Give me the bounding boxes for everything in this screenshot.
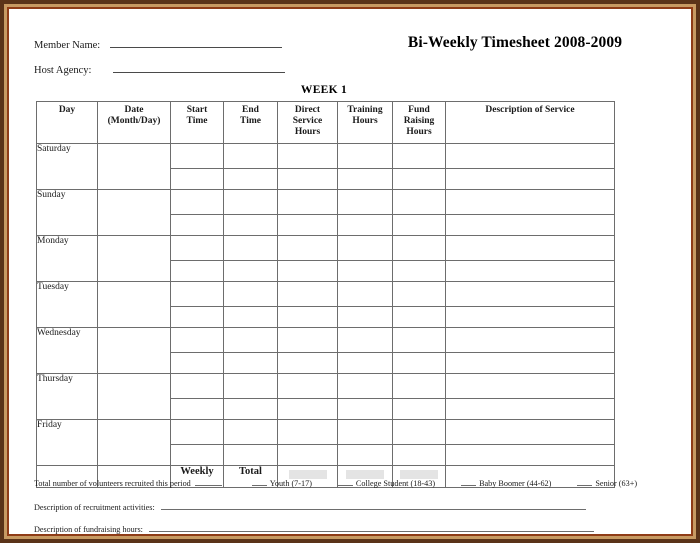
category-youth-label: Youth (7-17) bbox=[269, 479, 312, 488]
training-hours-cell-monday-a[interactable] bbox=[338, 235, 393, 260]
training-hours-cell-tuesday-a[interactable] bbox=[338, 281, 393, 306]
timesheet-table-body bbox=[37, 143, 615, 487]
table-row bbox=[37, 281, 615, 306]
senior-count-rule[interactable] bbox=[577, 477, 592, 486]
start-time-cell-thursday-b[interactable] bbox=[171, 398, 224, 419]
fund-raising-hours-cell-saturday-b[interactable] bbox=[393, 168, 446, 189]
start-time-cell-wednesday-a[interactable] bbox=[171, 327, 224, 352]
timesheet-document bbox=[12, 12, 688, 534]
category-baby-boomer-label: Baby Boomer (44-62) bbox=[479, 479, 552, 488]
col-header-direct-service-hours bbox=[278, 102, 338, 144]
day-label-thursday: Thursday bbox=[37, 373, 98, 419]
col-header-day-l1: Day bbox=[58, 105, 76, 115]
direct-service-hours-cell-monday-a[interactable] bbox=[278, 235, 338, 260]
col-header-start-time-l1: Start bbox=[186, 105, 208, 115]
description-cell-saturday-a[interactable] bbox=[446, 143, 615, 168]
col-header-description-l1: Description of Service bbox=[485, 105, 575, 115]
direct-service-hours-cell-wednesday-a[interactable] bbox=[278, 327, 338, 352]
member-name-input-rule[interactable] bbox=[110, 36, 282, 48]
training-hours-cell-saturday-a[interactable] bbox=[338, 143, 393, 168]
day-label-saturday: Saturday bbox=[37, 143, 98, 189]
date-input-cell-thursday[interactable] bbox=[98, 373, 171, 419]
fund-raising-hours-cell-friday-a[interactable] bbox=[393, 419, 446, 444]
col-header-end-time bbox=[224, 102, 278, 144]
end-time-cell-tuesday-a[interactable] bbox=[224, 281, 278, 306]
description-cell-wednesday-a[interactable] bbox=[446, 327, 615, 352]
training-hours-cell-thursday-a[interactable] bbox=[338, 373, 393, 398]
fund-raising-hours-cell-sunday-a[interactable] bbox=[393, 189, 446, 214]
end-time-cell-monday-a[interactable] bbox=[224, 235, 278, 260]
col-header-start-time bbox=[171, 102, 224, 144]
direct-service-hours-cell-friday-b[interactable] bbox=[278, 444, 338, 465]
direct-service-hours-cell-sunday-b[interactable] bbox=[278, 214, 338, 235]
end-time-cell-wednesday-b[interactable] bbox=[224, 352, 278, 373]
training-hours-cell-friday-b[interactable] bbox=[338, 444, 393, 465]
end-time-cell-sunday-b[interactable] bbox=[224, 214, 278, 235]
table-row bbox=[37, 327, 615, 352]
start-time-cell-tuesday-b[interactable] bbox=[171, 306, 224, 327]
fund-raising-hours-cell-wednesday-b[interactable] bbox=[393, 352, 446, 373]
start-time-cell-sunday-b[interactable] bbox=[171, 214, 224, 235]
direct-service-hours-cell-saturday-b[interactable] bbox=[278, 168, 338, 189]
direct-service-hours-cell-wednesday-b[interactable] bbox=[278, 352, 338, 373]
start-time-cell-saturday-b[interactable] bbox=[171, 168, 224, 189]
direct-service-hours-cell-tuesday-b[interactable] bbox=[278, 306, 338, 327]
recruitment-description-label: Description of recruitment activities: bbox=[34, 503, 155, 512]
total-label: Total bbox=[224, 465, 278, 487]
training-hours-cell-wednesday-b[interactable] bbox=[338, 352, 393, 373]
start-time-cell-tuesday-a[interactable] bbox=[171, 281, 224, 306]
day-label-tuesday: Tuesday bbox=[37, 281, 98, 327]
start-time-cell-friday-b[interactable] bbox=[171, 444, 224, 465]
description-cell-sunday-b[interactable] bbox=[446, 214, 615, 235]
member-name-field-row bbox=[34, 36, 282, 51]
start-time-cell-friday-a[interactable] bbox=[171, 419, 224, 444]
fund-raising-hours-cell-thursday-a[interactable] bbox=[393, 373, 446, 398]
direct-service-hours-cell-thursday-b[interactable] bbox=[278, 398, 338, 419]
fund-raising-hours-cell-sunday-b[interactable] bbox=[393, 214, 446, 235]
end-time-cell-wednesday-a[interactable] bbox=[224, 327, 278, 352]
date-input-cell-tuesday[interactable] bbox=[98, 281, 171, 327]
start-time-cell-sunday-a[interactable] bbox=[171, 189, 224, 214]
host-agency-field-row bbox=[34, 61, 285, 76]
volunteers-count-rule[interactable] bbox=[195, 477, 222, 486]
col-header-fund-raising-hours-l1: Fund bbox=[408, 105, 430, 115]
day-label-wednesday: Wednesday bbox=[37, 327, 98, 373]
col-header-training-hours-l2: Hours bbox=[352, 116, 378, 127]
recruitment-description-rule[interactable] bbox=[161, 501, 586, 510]
start-time-cell-wednesday-b[interactable] bbox=[171, 352, 224, 373]
training-hours-cell-tuesday-b[interactable] bbox=[338, 306, 393, 327]
category-college-student-label: College Student (18-43) bbox=[355, 479, 436, 488]
start-time-cell-monday-b[interactable] bbox=[171, 260, 224, 281]
table-row bbox=[37, 143, 615, 168]
page-title: Bi-Weekly Timesheet 2008-2009 bbox=[407, 34, 623, 51]
volunteers-recruited-label: Total number of volunteers recruited this period bbox=[34, 479, 191, 488]
college-student-count-rule[interactable] bbox=[338, 477, 353, 486]
direct-service-hours-cell-tuesday-a[interactable] bbox=[278, 281, 338, 306]
fund-raising-hours-cell-monday-b[interactable] bbox=[393, 260, 446, 281]
table-row bbox=[37, 189, 615, 214]
direct-service-hours-cell-thursday-a[interactable] bbox=[278, 373, 338, 398]
fundraising-description-rule[interactable] bbox=[149, 523, 594, 532]
col-header-end-time-l1: End bbox=[242, 105, 259, 115]
description-cell-wednesday-b[interactable] bbox=[446, 352, 615, 373]
direct-service-hours-cell-monday-b[interactable] bbox=[278, 260, 338, 281]
description-cell-friday-b[interactable] bbox=[446, 444, 615, 465]
date-input-cell-wednesday[interactable] bbox=[98, 327, 171, 373]
day-label-monday: Monday bbox=[37, 235, 98, 281]
date-input-cell-monday[interactable] bbox=[98, 235, 171, 281]
end-time-cell-tuesday-b[interactable] bbox=[224, 306, 278, 327]
direct-service-hours-cell-friday-a[interactable] bbox=[278, 419, 338, 444]
col-header-training-hours bbox=[338, 102, 393, 144]
fundraising-description-label: Description of fundraising hours: bbox=[34, 525, 143, 534]
training-hours-cell-sunday-b[interactable] bbox=[338, 214, 393, 235]
host-agency-input-rule[interactable] bbox=[113, 61, 285, 73]
col-header-end-time-l2: Time bbox=[240, 116, 261, 127]
youth-count-rule[interactable] bbox=[252, 477, 267, 486]
col-header-date-l1: Date bbox=[124, 105, 144, 115]
fund-raising-hours-cell-monday-a[interactable] bbox=[393, 235, 446, 260]
fund-raising-hours-cell-friday-b[interactable] bbox=[393, 444, 446, 465]
description-cell-monday-b[interactable] bbox=[446, 260, 615, 281]
training-hours-cell-saturday-b[interactable] bbox=[338, 168, 393, 189]
training-hours-cell-monday-b[interactable] bbox=[338, 260, 393, 281]
fund-raising-hours-cell-saturday-a[interactable] bbox=[393, 143, 446, 168]
end-time-cell-saturday-b[interactable] bbox=[224, 168, 278, 189]
end-time-cell-friday-b[interactable] bbox=[224, 444, 278, 465]
category-senior-label: Senior (63+) bbox=[595, 479, 638, 488]
date-input-cell-sunday[interactable] bbox=[98, 189, 171, 235]
end-time-cell-friday-a[interactable] bbox=[224, 419, 278, 444]
fund-raising-hours-cell-thursday-b[interactable] bbox=[393, 398, 446, 419]
fund-raising-hours-cell-tuesday-b[interactable] bbox=[393, 306, 446, 327]
end-time-cell-saturday-a[interactable] bbox=[224, 143, 278, 168]
col-header-direct-service-hours-l2: Service bbox=[292, 116, 323, 127]
col-header-date-l2: (Month/Day) bbox=[107, 116, 161, 127]
col-header-fund-raising-hours-l3: Hours bbox=[406, 127, 432, 138]
direct-service-hours-cell-sunday-a[interactable] bbox=[278, 189, 338, 214]
volunteers-recruited-row bbox=[34, 477, 637, 488]
training-hours-cell-sunday-a[interactable] bbox=[338, 189, 393, 214]
description-cell-thursday-b[interactable] bbox=[446, 398, 615, 419]
col-header-date bbox=[98, 102, 171, 144]
description-cell-tuesday-b[interactable] bbox=[446, 306, 615, 327]
weekly-label: Weekly bbox=[171, 465, 224, 487]
baby-boomer-count-rule[interactable] bbox=[461, 477, 476, 486]
end-time-cell-thursday-b[interactable] bbox=[224, 398, 278, 419]
start-time-cell-saturday-a[interactable] bbox=[171, 143, 224, 168]
col-header-direct-service-hours-l1: Direct bbox=[294, 105, 321, 115]
day-label-friday: Friday bbox=[37, 419, 98, 465]
end-time-cell-monday-b[interactable] bbox=[224, 260, 278, 281]
col-header-day bbox=[37, 102, 98, 144]
description-cell-saturday-b[interactable] bbox=[446, 168, 615, 189]
start-time-cell-thursday-a[interactable] bbox=[171, 373, 224, 398]
day-label-sunday: Sunday bbox=[37, 189, 98, 235]
fund-raising-hours-cell-tuesday-a[interactable] bbox=[393, 281, 446, 306]
end-time-cell-thursday-a[interactable] bbox=[224, 373, 278, 398]
training-hours-cell-friday-a[interactable] bbox=[338, 419, 393, 444]
table-row bbox=[37, 235, 615, 260]
table-row bbox=[37, 419, 615, 444]
col-header-description bbox=[446, 102, 615, 144]
start-time-cell-monday-a[interactable] bbox=[171, 235, 224, 260]
col-header-direct-service-hours-l3: Hours bbox=[294, 127, 321, 138]
training-hours-cell-thursday-b[interactable] bbox=[338, 398, 393, 419]
description-cell-tuesday-a[interactable] bbox=[446, 281, 615, 306]
recruitment-description-row bbox=[34, 501, 586, 512]
col-header-fund-raising-hours-l2: Raising bbox=[403, 116, 435, 127]
host-agency-label: Host Agency: bbox=[34, 65, 92, 76]
date-input-cell-saturday[interactable] bbox=[98, 143, 171, 189]
col-header-start-time-l2: Time bbox=[186, 116, 208, 127]
table-row bbox=[37, 373, 615, 398]
description-cell-sunday-a[interactable] bbox=[446, 189, 615, 214]
table-header-row bbox=[37, 102, 615, 144]
end-time-cell-sunday-a[interactable] bbox=[224, 189, 278, 214]
description-cell-friday-a[interactable] bbox=[446, 419, 615, 444]
description-cell-monday-a[interactable] bbox=[446, 235, 615, 260]
week-label: WEEK 1 bbox=[300, 84, 348, 96]
timesheet-table bbox=[36, 101, 615, 488]
fund-raising-hours-cell-wednesday-a[interactable] bbox=[393, 327, 446, 352]
training-hours-cell-wednesday-a[interactable] bbox=[338, 327, 393, 352]
date-input-cell-friday[interactable] bbox=[98, 419, 171, 465]
col-header-training-hours-l1: Training bbox=[347, 105, 383, 115]
direct-service-hours-cell-saturday-a[interactable] bbox=[278, 143, 338, 168]
col-header-fund-raising-hours bbox=[393, 102, 446, 144]
member-name-label: Member Name: bbox=[34, 40, 101, 51]
fundraising-description-row bbox=[34, 523, 594, 534]
description-cell-thursday-a[interactable] bbox=[446, 373, 615, 398]
